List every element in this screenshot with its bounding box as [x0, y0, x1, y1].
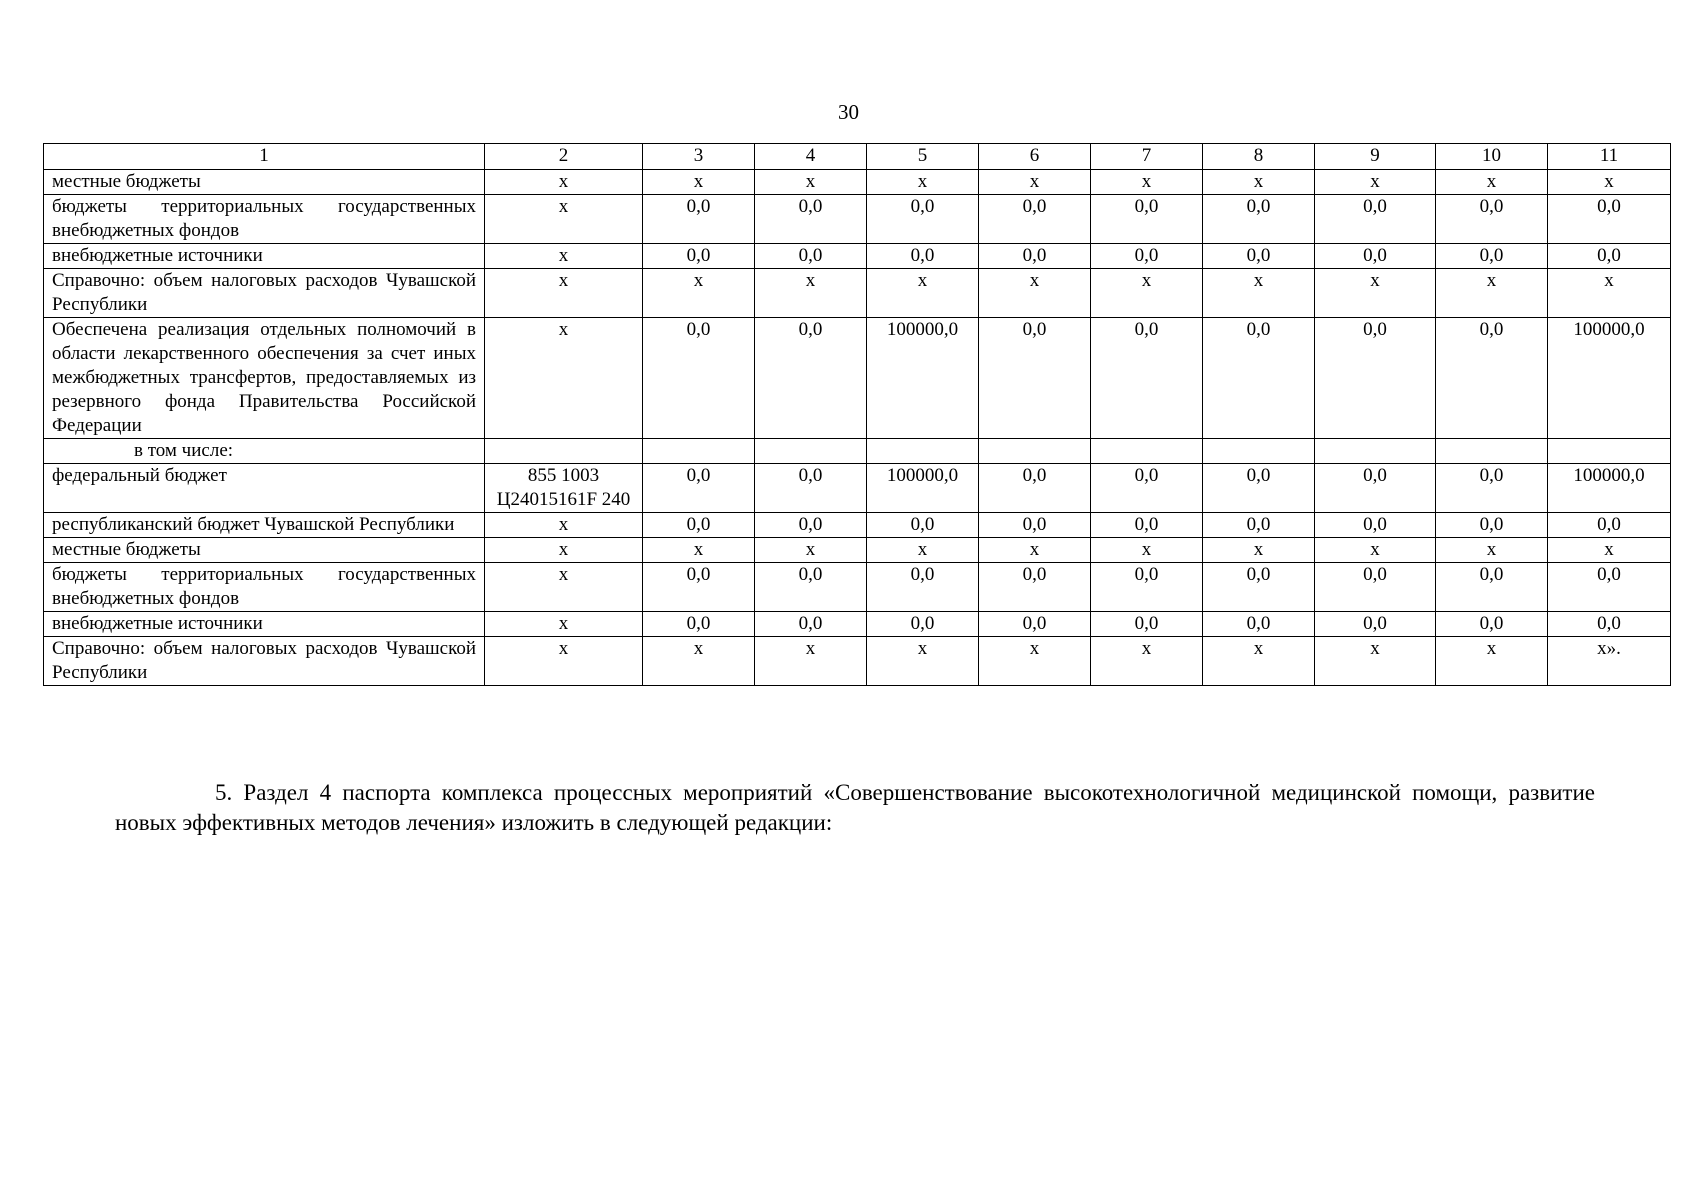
value-cell: 0,0 — [867, 195, 979, 244]
value-cell: x — [979, 269, 1091, 318]
budget-table — [43, 143, 1671, 686]
value-cell — [1091, 439, 1203, 464]
value-cell: 0,0 — [643, 195, 755, 244]
value-cell: 0,0 — [979, 244, 1091, 269]
value-cell: x — [643, 538, 755, 563]
value-cell: x — [643, 170, 755, 195]
value-cell: 0,0 — [867, 563, 979, 612]
value-cell: x — [755, 637, 867, 686]
value-cell: x — [1091, 637, 1203, 686]
value-cell: 0,0 — [1436, 318, 1548, 439]
value-cell — [1548, 439, 1671, 464]
column-header: 9 — [1315, 144, 1436, 170]
value-cell: x — [1203, 170, 1315, 195]
page-number: 30 — [838, 100, 859, 124]
value-cell: 0,0 — [1091, 244, 1203, 269]
value-cell — [755, 439, 867, 464]
table-row — [44, 439, 1671, 464]
value-cell: x — [867, 269, 979, 318]
value-cell: 100000,0 — [1548, 464, 1671, 513]
table-row — [44, 244, 1671, 269]
table-row — [44, 170, 1671, 195]
value-cell — [643, 439, 755, 464]
value-cell: 0,0 — [1315, 244, 1436, 269]
value-cell: x — [643, 637, 755, 686]
row-label-cell: Справочно: объем налоговых расходов Чувашской Республики — [44, 269, 485, 318]
value-cell: x — [485, 195, 643, 244]
value-cell: 0,0 — [1548, 563, 1671, 612]
value-cell: 0,0 — [1436, 563, 1548, 612]
value-cell: x — [643, 269, 755, 318]
value-cell: x — [1315, 170, 1436, 195]
value-cell: x — [755, 170, 867, 195]
column-header: 11 — [1548, 144, 1671, 170]
row-label-cell: местные бюджеты — [44, 170, 485, 195]
value-cell: 0,0 — [1203, 464, 1315, 513]
value-cell: 0,0 — [1436, 464, 1548, 513]
value-cell: 855 1003 Ц24015161F 240 — [485, 464, 643, 513]
column-header: 6 — [979, 144, 1091, 170]
value-cell — [979, 439, 1091, 464]
value-cell: x — [1203, 538, 1315, 563]
value-cell: x — [1203, 637, 1315, 686]
value-cell: 0,0 — [979, 318, 1091, 439]
column-header: 5 — [867, 144, 979, 170]
column-header: 2 — [485, 144, 643, 170]
table-body — [44, 170, 1671, 686]
value-cell: 0,0 — [1203, 195, 1315, 244]
value-cell: 0,0 — [1091, 612, 1203, 637]
value-cell: 0,0 — [1436, 612, 1548, 637]
table-row — [44, 612, 1671, 637]
value-cell: 0,0 — [1315, 318, 1436, 439]
column-header: 4 — [755, 144, 867, 170]
value-cell: 0,0 — [1548, 612, 1671, 637]
value-cell: x — [485, 170, 643, 195]
value-cell: 0,0 — [755, 464, 867, 513]
value-cell — [485, 439, 643, 464]
table-row — [44, 195, 1671, 244]
value-cell: x — [1436, 637, 1548, 686]
value-cell: x — [485, 538, 643, 563]
value-cell: x — [1315, 269, 1436, 318]
value-cell: x — [867, 637, 979, 686]
value-cell: 0,0 — [643, 244, 755, 269]
value-cell: x — [979, 538, 1091, 563]
column-header: 1 — [44, 144, 485, 170]
value-cell: 0,0 — [1436, 195, 1548, 244]
value-cell: 100000,0 — [867, 318, 979, 439]
value-cell: 0,0 — [1091, 563, 1203, 612]
table-row — [44, 563, 1671, 612]
value-cell: x». — [1548, 637, 1671, 686]
value-cell: x — [979, 170, 1091, 195]
value-cell: x — [1091, 269, 1203, 318]
value-cell: 0,0 — [755, 318, 867, 439]
value-cell: x — [755, 538, 867, 563]
value-cell: 0,0 — [1203, 513, 1315, 538]
value-cell: 0,0 — [1315, 464, 1436, 513]
value-cell: x — [867, 538, 979, 563]
value-cell: 0,0 — [1315, 513, 1436, 538]
row-label-cell: в том числе: — [44, 439, 485, 464]
value-cell: 0,0 — [979, 464, 1091, 513]
value-cell: 0,0 — [979, 513, 1091, 538]
value-cell: 0,0 — [643, 318, 755, 439]
value-cell — [1436, 439, 1548, 464]
value-cell: x — [485, 612, 643, 637]
value-cell: 0,0 — [867, 612, 979, 637]
value-cell: 0,0 — [755, 513, 867, 538]
value-cell: 0,0 — [643, 464, 755, 513]
value-cell: 0,0 — [1203, 244, 1315, 269]
value-cell: x — [755, 269, 867, 318]
value-cell: x — [485, 318, 643, 439]
value-cell: 0,0 — [755, 563, 867, 612]
value-cell: 0,0 — [1315, 612, 1436, 637]
value-cell: x — [1315, 637, 1436, 686]
value-cell: x — [867, 170, 979, 195]
value-cell: 0,0 — [643, 513, 755, 538]
value-cell: 100000,0 — [1548, 318, 1671, 439]
value-cell: x — [485, 637, 643, 686]
row-label-cell: республиканский бюджет Чувашской Республики — [44, 513, 485, 538]
value-cell: x — [1548, 170, 1671, 195]
value-cell: 0,0 — [755, 244, 867, 269]
value-cell: 0,0 — [1203, 612, 1315, 637]
value-cell: 0,0 — [643, 612, 755, 637]
value-cell: 0,0 — [1203, 563, 1315, 612]
value-cell: x — [979, 637, 1091, 686]
column-header: 3 — [643, 144, 755, 170]
row-label-cell: бюджеты территориальных государственных внебюджетных фондов — [44, 195, 485, 244]
value-cell: 0,0 — [1548, 195, 1671, 244]
value-cell: x — [1091, 170, 1203, 195]
value-cell: 0,0 — [1548, 513, 1671, 538]
value-cell: x — [485, 513, 643, 538]
column-header: 10 — [1436, 144, 1548, 170]
value-cell: 0,0 — [1203, 318, 1315, 439]
value-cell: x — [1315, 538, 1436, 563]
table-row — [44, 269, 1671, 318]
table-header-row — [44, 144, 1671, 170]
table-row — [44, 513, 1671, 538]
value-cell: 0,0 — [1091, 195, 1203, 244]
value-cell: 0,0 — [979, 195, 1091, 244]
value-cell: 100000,0 — [867, 464, 979, 513]
value-cell: 0,0 — [979, 612, 1091, 637]
value-cell: 0,0 — [867, 244, 979, 269]
value-cell: x — [1203, 269, 1315, 318]
value-cell: 0,0 — [1091, 464, 1203, 513]
table-row — [44, 464, 1671, 513]
value-cell: 0,0 — [755, 195, 867, 244]
row-label-cell: внебюджетные источники — [44, 612, 485, 637]
value-cell: 0,0 — [1436, 244, 1548, 269]
row-label-cell: Обеспечена реализация отдельных полномочий в области лекарственного обеспечения за счет иных межбюджетных трансфертов, предоставляемых из резервного фонда Правительства Российской Федерации — [44, 318, 485, 439]
table-row — [44, 318, 1671, 439]
value-cell: 0,0 — [1091, 318, 1203, 439]
column-header: 8 — [1203, 144, 1315, 170]
value-cell: x — [1091, 538, 1203, 563]
value-cell: 0,0 — [1548, 244, 1671, 269]
value-cell — [867, 439, 979, 464]
value-cell — [1315, 439, 1436, 464]
value-cell: 0,0 — [643, 563, 755, 612]
value-cell: 0,0 — [755, 612, 867, 637]
value-cell: 0,0 — [1315, 195, 1436, 244]
row-label-cell: Справочно: объем налоговых расходов Чувашской Республики — [44, 637, 485, 686]
value-cell: x — [1436, 170, 1548, 195]
value-cell: x — [1548, 538, 1671, 563]
column-header: 7 — [1091, 144, 1203, 170]
row-label-cell: федеральный бюджет — [44, 464, 485, 513]
table-row — [44, 637, 1671, 686]
value-cell: x — [485, 563, 643, 612]
value-cell: 0,0 — [1091, 513, 1203, 538]
value-cell: 0,0 — [1315, 563, 1436, 612]
amendment-paragraph: 5. Раздел 4 паспорта комплекса процессных мероприятий «Совершенствование высокотехнологичной медицинской помощи, развитие новых эффективных методов лечения» изложить в следующей редакции: — [115, 780, 1595, 835]
row-label-cell: местные бюджеты — [44, 538, 485, 563]
value-cell: 0,0 — [1436, 513, 1548, 538]
value-cell: 0,0 — [867, 513, 979, 538]
table-row — [44, 538, 1671, 563]
value-cell: x — [485, 269, 643, 318]
value-cell — [1203, 439, 1315, 464]
value-cell: x — [1436, 269, 1548, 318]
value-cell: x — [1548, 269, 1671, 318]
value-cell: x — [485, 244, 643, 269]
row-label-cell: внебюджетные источники — [44, 244, 485, 269]
row-label-cell: бюджеты территориальных государственных внебюджетных фондов — [44, 563, 485, 612]
value-cell: 0,0 — [979, 563, 1091, 612]
value-cell: x — [1436, 538, 1548, 563]
